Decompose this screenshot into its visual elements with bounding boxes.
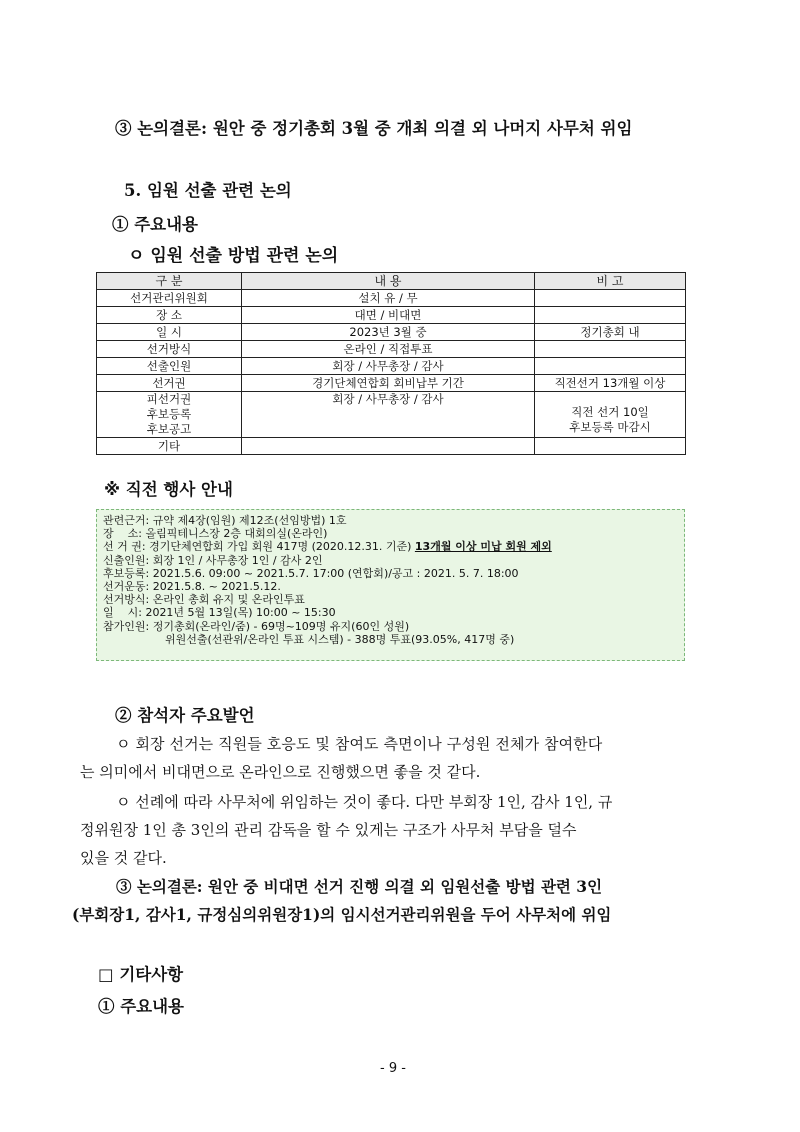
- notice-line: 위원선출(선관위/온라인 투표 시스템) - 388명 투표(93.05%, 417명 중): [165, 632, 515, 646]
- notice-line: 참가인원: 정기총회(온라인/줌) - 69명~109명 유지(60인 성원): [103, 619, 410, 633]
- table-cell: [535, 438, 686, 455]
- label-registration: 후보등록: [146, 407, 192, 421]
- table-cell: [535, 341, 686, 358]
- section5-sub1: ① 주요내용: [112, 215, 199, 234]
- table-cell: [242, 438, 535, 455]
- remark-2-line2: 정위원장 1인 총 3인의 관리 감독을 할 수 있게는 구조가 사무처 부담을 덜수: [80, 821, 577, 839]
- table-cell: 대면 / 비대면: [242, 307, 535, 324]
- other-heading: □ 기타사항: [98, 965, 184, 984]
- table-row: [97, 307, 686, 324]
- table-cell: 정기총회 내: [535, 324, 686, 341]
- table-cell: 기타: [97, 438, 242, 455]
- table-row: [97, 375, 686, 392]
- table-cell: 일 시: [97, 324, 242, 341]
- notice-line: 일 시: 2021년 5월 13일(목) 10:00 ~ 15:30: [103, 606, 336, 620]
- table-row: [97, 358, 686, 375]
- note-line2: 후보등록 마감시: [569, 419, 651, 434]
- section5-heading: 5. 임원 선출 관련 논의: [124, 181, 292, 200]
- table-cell: 경기단체연합회 회비납부 기간: [242, 375, 535, 392]
- table-header: 구 분: [97, 273, 242, 290]
- other-sub1: ① 주요내용: [98, 997, 185, 1016]
- remarks-heading: ② 참석자 주요발언: [115, 706, 255, 725]
- table-header: 내 용: [242, 273, 535, 290]
- table-cell: 선거방식: [97, 341, 242, 358]
- table-cell: 선거관리위원회: [97, 290, 242, 307]
- table-cell-labels: [97, 392, 242, 438]
- note-line1: 직전 선거 10일: [571, 404, 649, 419]
- table-cell: 온라인 / 직접투표: [242, 341, 535, 358]
- label-candidacy: 피선거권: [146, 392, 192, 406]
- table-cell: 선출인원: [97, 358, 242, 375]
- election-method-table: [96, 272, 686, 455]
- table-cell: [535, 358, 686, 375]
- table-cell: 설치 유 / 무: [242, 290, 535, 307]
- notice-line: 선거방식: 온라인 총회 유지 및 온라인투표: [103, 593, 305, 607]
- notice-title: ※ 직전 행사 안내: [104, 480, 233, 499]
- remark-2-line1: ㅇ 선례에 따라 사무처에 위임하는 것이 좋다. 다만 부회장 1인, 감사 1인, 규: [116, 793, 613, 811]
- table-row: [97, 341, 686, 358]
- table-cell: 장 소: [97, 307, 242, 324]
- table-cell: 직전선거 13개월 이상: [535, 375, 686, 392]
- table-cell: [535, 290, 686, 307]
- notice-box: [96, 509, 685, 661]
- notice-line: 장 소: 올림픽테니스장 2층 대회의실(온라인): [103, 527, 328, 541]
- table-row: [97, 324, 686, 341]
- table-cell: 회장 / 사무총장 / 감사: [242, 358, 535, 375]
- table-cell: 회장 / 사무총장 / 감사: [242, 392, 535, 438]
- table-cell: 선거권: [97, 375, 242, 392]
- notice-line: 선 거 권: 경기단체연합회 가입 회원 417명 (2020.12.31. 기준): [103, 540, 412, 554]
- table-row-merged: [97, 392, 686, 438]
- table-cell-note: [535, 392, 686, 438]
- table-header-row: [97, 273, 686, 290]
- remark-2-line3: 있을 것 같다.: [80, 849, 167, 867]
- page-number: - 9 -: [380, 1061, 406, 1076]
- notice-line: 선거운동: 2021.5.8. ~ 2021.5.12.: [103, 580, 281, 594]
- remark-1-line2: 는 의미에서 비대면으로 온라인으로 진행했으면 좋을 것 같다.: [80, 763, 481, 781]
- table-cell: [535, 307, 686, 324]
- voter-exclusion-note: 13개월 이상 미납 회원 제외: [414, 540, 552, 554]
- table-row: [97, 438, 686, 455]
- conclusion-line1: ③ 논의결론: 원안 중 비대면 선거 진행 의결 외 임원선출 방법 관련 3인: [116, 877, 603, 896]
- conclusion-line2: (부회장1, 감사1, 규정심의위원장1)의 임시선거관리위원을 두어 사무처에 위임: [72, 905, 612, 924]
- remark-1-line1: ㅇ 회장 선거는 직원들 호응도 및 참여도 측면이나 구성원 전체가 참여한다: [116, 735, 603, 753]
- table-cell: 2023년 3월 중: [242, 324, 535, 341]
- notice-line: 관련근거: 규약 제4장(임원) 제12조(선임방법) 1호: [103, 514, 347, 527]
- notice-line: 신출인원: 회장 1인 / 사무총장 1인 / 감사 2인: [103, 553, 323, 567]
- label-announcement: 후보공고: [146, 422, 192, 436]
- bullet-title: ㅇ 임원 선출 방법 관련 논의: [128, 246, 339, 266]
- table-row: [97, 290, 686, 307]
- notice-line: 후보등록: 2021.5.6. 09:00 ~ 2021.5.7. 17:00 (연합회)/공고 : 2021. 5. 7. 18:00: [103, 566, 519, 580]
- top-conclusion: ③ 논의결론: 원안 중 정기총회 3월 중 개최 의결 외 나머지 사무처 위임: [115, 119, 633, 138]
- notice-line-voters: [103, 540, 678, 553]
- table-header: 비 고: [535, 273, 686, 290]
